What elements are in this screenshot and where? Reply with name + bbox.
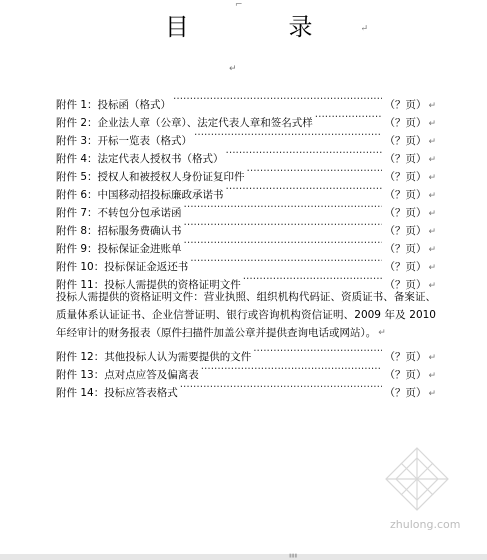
entry-page: （？页） xyxy=(384,279,427,291)
entry-page: （？页） xyxy=(384,153,427,165)
entry-page: （？页） xyxy=(384,225,427,237)
top-edge-mark: ⌐ xyxy=(235,0,243,10)
entry-page: （？页） xyxy=(384,99,427,111)
entry-label: 投标保证金进账单 xyxy=(97,243,182,255)
entry-label: 投标保证金返还书 xyxy=(104,261,189,273)
entry-page: （？页） xyxy=(384,387,427,399)
dot-leader xyxy=(184,234,383,252)
entry-page: （？页） xyxy=(384,189,427,201)
entry-page: （？页） xyxy=(384,261,427,273)
paragraph-mark-icon: ↵ xyxy=(428,101,436,111)
entry-number: 附件 7： xyxy=(56,207,98,219)
entry-page: （？页） xyxy=(384,207,427,219)
paragraph-mark-icon: ↵ xyxy=(428,155,436,165)
title-text: 目 录 xyxy=(164,13,359,41)
dot-leader xyxy=(173,90,382,108)
toc-entry xyxy=(56,342,436,363)
entry-number: 附件 5： xyxy=(56,171,98,183)
dot-leader xyxy=(190,252,382,270)
dot-leader xyxy=(194,126,382,144)
toc-entry xyxy=(56,90,436,111)
entry-number: 附件 3： xyxy=(56,135,98,147)
dot-leader xyxy=(243,270,383,288)
paragraph-mark-icon: ↵ xyxy=(428,119,436,129)
dot-leader xyxy=(226,180,383,198)
entry-number: 附件 6： xyxy=(56,189,98,201)
paragraph-mark-icon: ↵ xyxy=(428,173,436,183)
entry-label: 其他投标人认为需要提供的文件 xyxy=(104,351,252,363)
paragraph-mark-icon: ↵ xyxy=(428,389,436,399)
entry-number: 附件 9： xyxy=(56,243,98,255)
paragraph-mark-icon: ↵ xyxy=(378,328,386,338)
table-of-contents xyxy=(56,90,436,399)
paragraph-mark-icon: ↵ xyxy=(428,263,436,273)
entry-number: 附件 13： xyxy=(56,369,105,381)
paragraph-mark-icon: ↵ xyxy=(428,209,436,219)
entry-number: 附件 14： xyxy=(56,387,105,399)
entry-label: 不转包分包承诺函 xyxy=(97,207,182,219)
paragraph-mark-icon: ↵ xyxy=(229,64,237,74)
paragraph-mark-icon: ↵ xyxy=(428,137,436,147)
entry-page: （？页） xyxy=(384,171,427,183)
dot-leader xyxy=(226,144,383,162)
bottom-border xyxy=(0,554,487,560)
dot-leader xyxy=(247,162,383,180)
entry-page: （？页） xyxy=(384,117,427,129)
entry-label: 投标应答表格式 xyxy=(104,387,178,399)
entry-number: 附件 11： xyxy=(56,279,105,291)
paragraph-mark-icon: ↵ xyxy=(428,353,436,363)
qualification-note xyxy=(56,288,436,342)
paragraph-mark-icon: ↵ xyxy=(428,191,436,201)
dot-leader xyxy=(180,378,383,396)
paragraph-mark-icon: ↵ xyxy=(428,227,436,237)
entry-page: （？页） xyxy=(384,243,427,255)
entry-label: 授权人和被授权人身份证复印件 xyxy=(97,171,245,183)
entry-label: 点对点应答及偏离表 xyxy=(104,369,199,381)
dot-leader xyxy=(184,216,383,234)
entry-number: 附件 8： xyxy=(56,225,98,237)
entry-label: 招标服务费确认书 xyxy=(97,225,182,237)
entry-label: 中国移动招投标廉政承诺书 xyxy=(97,189,224,201)
entry-label: 法定代表人授权书（格式） xyxy=(97,153,224,165)
entry-label: 开标一览表（格式） xyxy=(97,135,193,147)
paragraph-mark-icon: ↵ xyxy=(428,245,436,255)
entry-label: 企业法人章（公章）、法定代表人章和签名式样 xyxy=(97,117,313,129)
dot-leader xyxy=(253,342,382,360)
entry-label: 投标函（格式） xyxy=(97,99,172,111)
watermark-logo-icon xyxy=(382,444,452,514)
dot-leader xyxy=(201,360,383,378)
entry-number: 附件 4： xyxy=(56,153,98,165)
entry-page: （？页） xyxy=(384,351,427,363)
entry-number: 附件 2： xyxy=(56,117,98,129)
paragraph-mark-icon: ↵ xyxy=(428,371,436,381)
entry-number: 附件 10： xyxy=(56,261,105,273)
entry-number: 附件 12： xyxy=(56,351,105,363)
resize-grip-icon: ▮▮▮ xyxy=(289,553,298,559)
entry-page: （？页） xyxy=(384,369,427,381)
entry-number: 附件 1： xyxy=(56,99,98,111)
paragraph-mark-icon: ↵ xyxy=(428,281,436,291)
paragraph-mark-icon: ↵ xyxy=(360,23,369,34)
entry-page: （？页） xyxy=(384,135,427,147)
entry-label: 投标人需提供的资格证明文件 xyxy=(104,279,241,291)
dot-leader xyxy=(315,108,383,126)
dot-leader xyxy=(184,198,383,216)
page-title xyxy=(0,12,487,44)
note-text: 投标人需提供的资格证明文件：营业执照、组织机构代码证、资质证书、备案证、质量体系认证证书、企业信誉证明、银行或咨询机构资信证明、2009 年及 2010 年经审计的财务报表（原件扫描件加盖公章并提供查询电话或网站）。 xyxy=(56,291,436,339)
watermark-text: zhulong.com xyxy=(390,518,461,531)
